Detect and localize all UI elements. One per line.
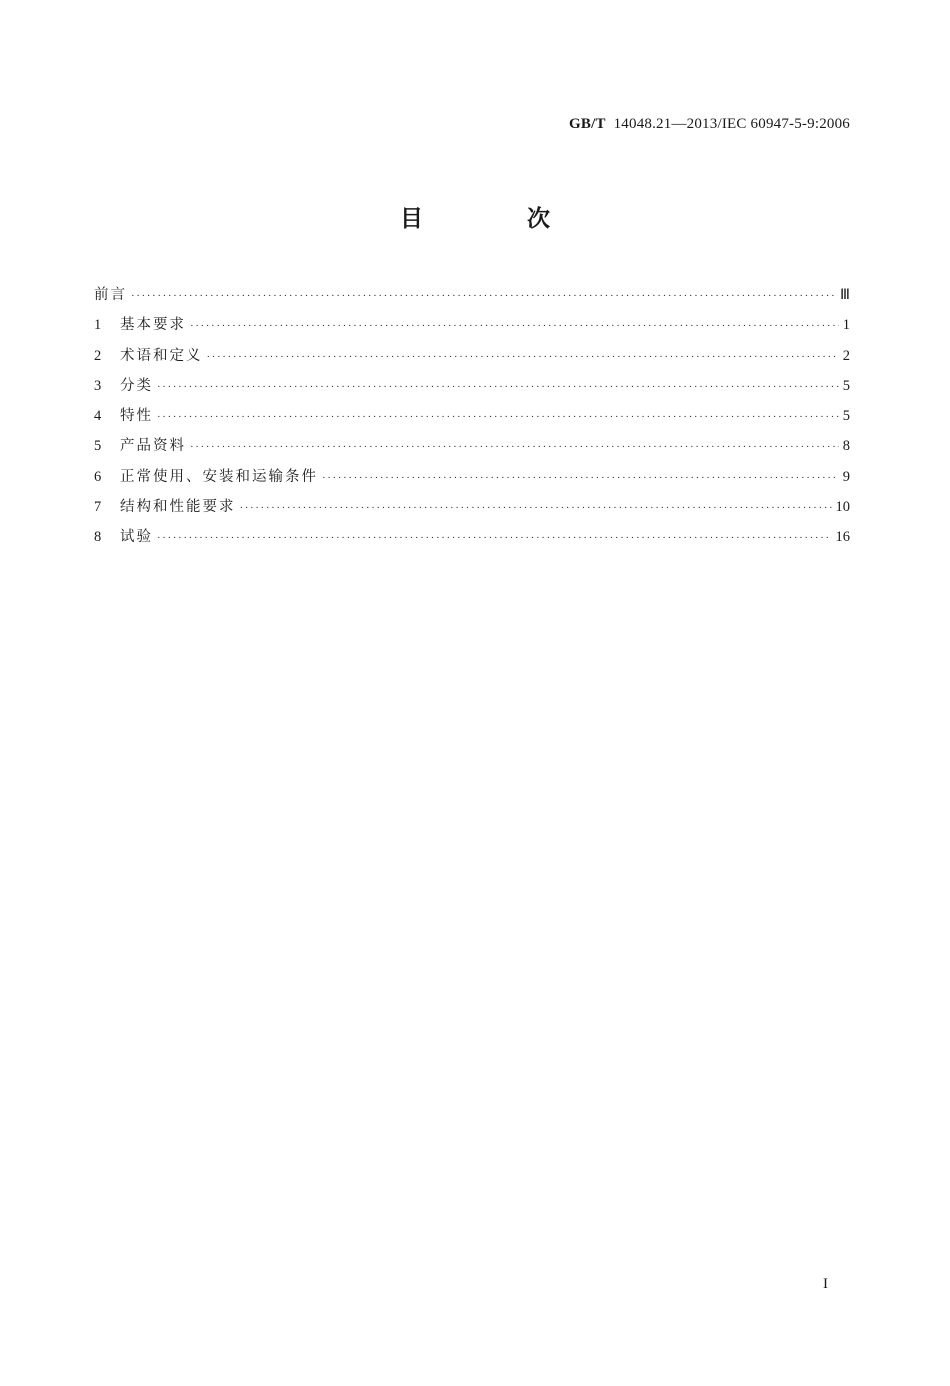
standard-header xyxy=(569,116,850,133)
standard-code: GB/T xyxy=(569,116,606,132)
toc-entry-label: 正常使用、安装和运输条件 xyxy=(120,468,318,485)
toc-entry-label: 结构和性能要求 xyxy=(120,499,236,516)
toc-leader-dots xyxy=(322,472,839,484)
toc-leader-dots xyxy=(131,290,836,302)
toc-entry-6[interactable] xyxy=(94,465,850,495)
toc-entry-label: 基本要求 xyxy=(120,317,186,334)
toc-entry-label: 术语和定义 xyxy=(120,347,203,364)
standard-number: 14048.21—2013/IEC 60947-5-9:2006 xyxy=(613,116,850,132)
toc-entry-number: 8 xyxy=(94,529,102,546)
toc-entry-label: 特性 xyxy=(120,408,153,425)
page-title: 目 次 xyxy=(399,206,598,232)
toc-leader-dots xyxy=(190,320,839,332)
toc-entry-page: 16 xyxy=(835,529,850,546)
toc-leader-dots xyxy=(240,502,832,514)
toc-entry-page: Ⅲ xyxy=(840,287,850,303)
toc-entry-page: 9 xyxy=(842,468,850,485)
toc-entry-foreword[interactable] xyxy=(94,283,850,313)
toc-entry-page: 10 xyxy=(835,499,850,516)
toc-entry-1[interactable] xyxy=(94,313,850,343)
toc-leader-dots xyxy=(207,351,839,363)
toc-entry-2[interactable] xyxy=(94,344,850,374)
page-number: I xyxy=(823,1276,828,1292)
toc-entry-4[interactable] xyxy=(94,404,850,434)
toc-entry-page: 2 xyxy=(842,347,850,364)
toc-entry-label: 前言 xyxy=(94,287,127,303)
toc-leader-dots xyxy=(157,532,832,544)
toc-entry-3[interactable] xyxy=(94,374,850,404)
toc-entry-number: 7 xyxy=(94,499,102,516)
toc-entry-number: 3 xyxy=(94,377,102,394)
toc-entry-number: 6 xyxy=(94,468,102,485)
toc-entry-label: 产品资料 xyxy=(120,438,186,455)
toc-entry-page: 1 xyxy=(842,317,850,334)
toc-entry-label: 分类 xyxy=(120,377,153,394)
toc-entry-5[interactable] xyxy=(94,434,850,464)
toc-leader-dots xyxy=(157,411,839,423)
toc-entry-7[interactable] xyxy=(94,495,850,525)
toc-entry-page: 5 xyxy=(842,377,850,394)
toc-entry-number: 4 xyxy=(94,408,102,425)
toc-leader-dots xyxy=(157,381,839,393)
toc-entry-8[interactable] xyxy=(94,525,850,555)
toc-entry-page: 5 xyxy=(842,408,850,425)
toc-entry-label: 试验 xyxy=(120,529,153,546)
toc-leader-dots xyxy=(190,441,839,453)
table-of-contents xyxy=(94,283,850,556)
toc-entry-number: 1 xyxy=(94,317,102,334)
toc-entry-page: 8 xyxy=(842,438,850,455)
toc-entry-number: 5 xyxy=(94,438,102,455)
toc-entry-number: 2 xyxy=(94,347,102,364)
